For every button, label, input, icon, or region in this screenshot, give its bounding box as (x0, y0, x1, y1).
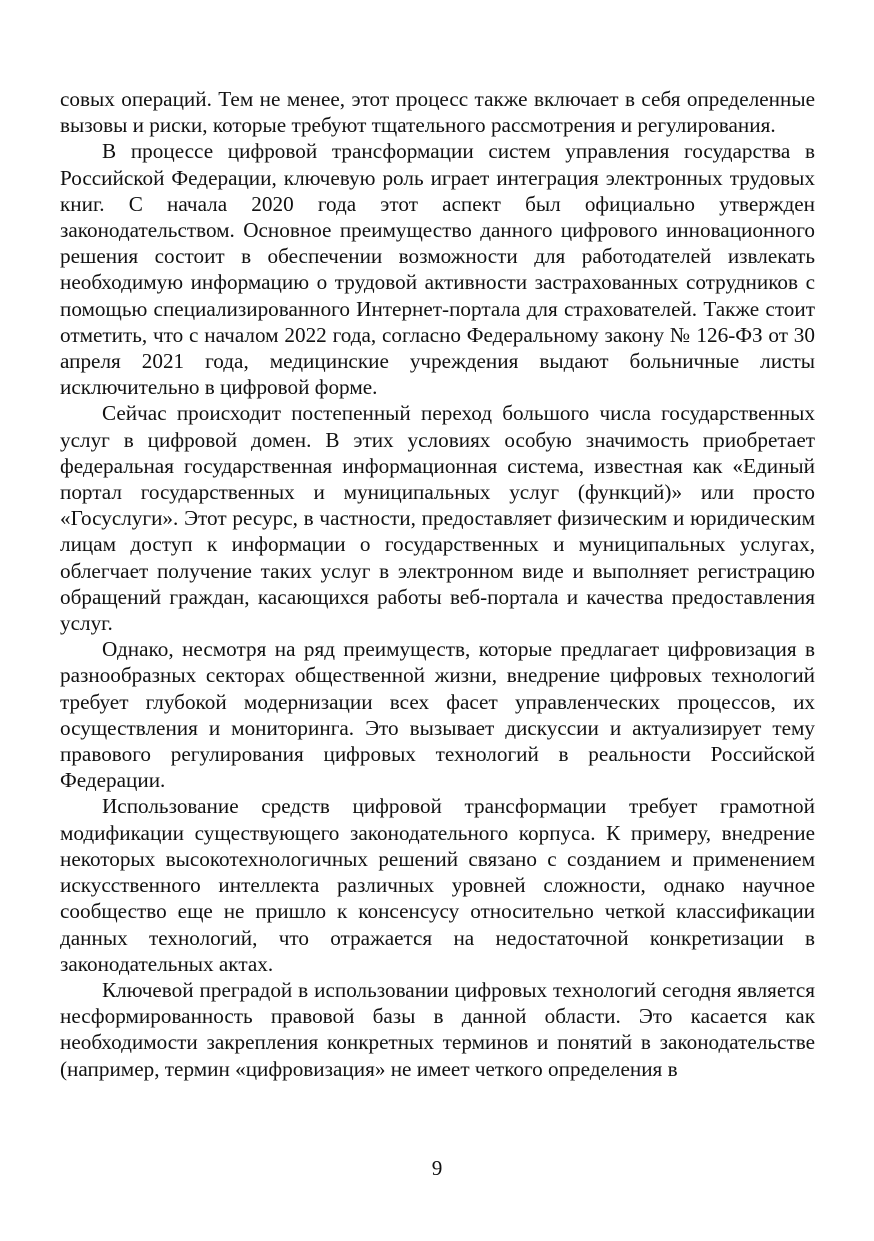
paragraph-modernization: Однако, несмотря на ряд преимуществ, которые предлагает цифровизация в разнообразных секторах общественной жизни, внедрение цифровых технологий требует глубокой модернизации всех фасет управленческих процессов, их осуществления и мониторинга. Это вызывает дискуссии и актуализирует тему правового регулирования цифровых технологий в реальности Российской Федерации. (60, 637, 815, 793)
page-body (60, 86, 815, 1082)
paragraph-legislation-modification: Использование средств цифровой трансформации требует грамотной модификации существующего законодательного корпуса. К примеру, внедрение некоторых высокотехнологичных решений связано с созданием и применением искусственного интеллекта различных уровней сложности, однако научное сообщество еще не пришло к консенсусу относительно четкой классификации данных технологий, что отражается на недостаточной конкретизации в законодательных актах. (60, 794, 815, 976)
paragraph-gosuslugi: Сейчас происходит постепенный переход большого числа государственных услуг в цифровой домен. В этих условиях особую значимость приобретает федеральная государственная информационная система, известная как «Единый портал государственных и муниципальных услуг (функций)» или просто «Госуслуги». Этот ресурс, в частности, предоставляет физическим и юридическим лицам доступ к информации о государственных и муниципальных услугах, облегчает получение таких услуг в электронном виде и выполняет регистрацию обращений граждан, касающихся работы веб-портала и качества предоставления услуг. (60, 401, 815, 636)
paragraph-continuation: совых операций. Тем не менее, этот процесс также включает в себя определенные вызовы и риски, которые требуют тщательного рассмотрения и регулирования. (60, 87, 815, 138)
paragraph-electronic-labor-books: В процессе цифровой трансформации систем управления государства в Российской Федерации, ключевую роль играет интеграция электронных трудовых книг. С начала 2020 года этот аспект был официально утвержден законодательством. Основное преимущество данного цифрового инновационного решения состоит в обеспечении возможности для работодателей извлекать необходимую информацию о трудовой активности застрахованных сотрудников с помощью специализированного Интернет-портала для страхователей. Также стоит отметить, что с началом 2022 года, согласно Федеральному закону № 126-ФЗ от 30 апреля 2021 года, медицинские учреждения выдают больничные листы исключительно в цифровой форме. (60, 139, 815, 400)
page-number: 9 (431, 1156, 443, 1180)
paragraph-legal-barrier: Ключевой преградой в использовании цифровых технологий сегодня является несформированность правовой базы в данной области. Это касается как необходимости закрепления конкретных терминов и понятий в законодательстве (например, термин «цифровизация» не имеет четкого определения в (60, 977, 815, 1081)
